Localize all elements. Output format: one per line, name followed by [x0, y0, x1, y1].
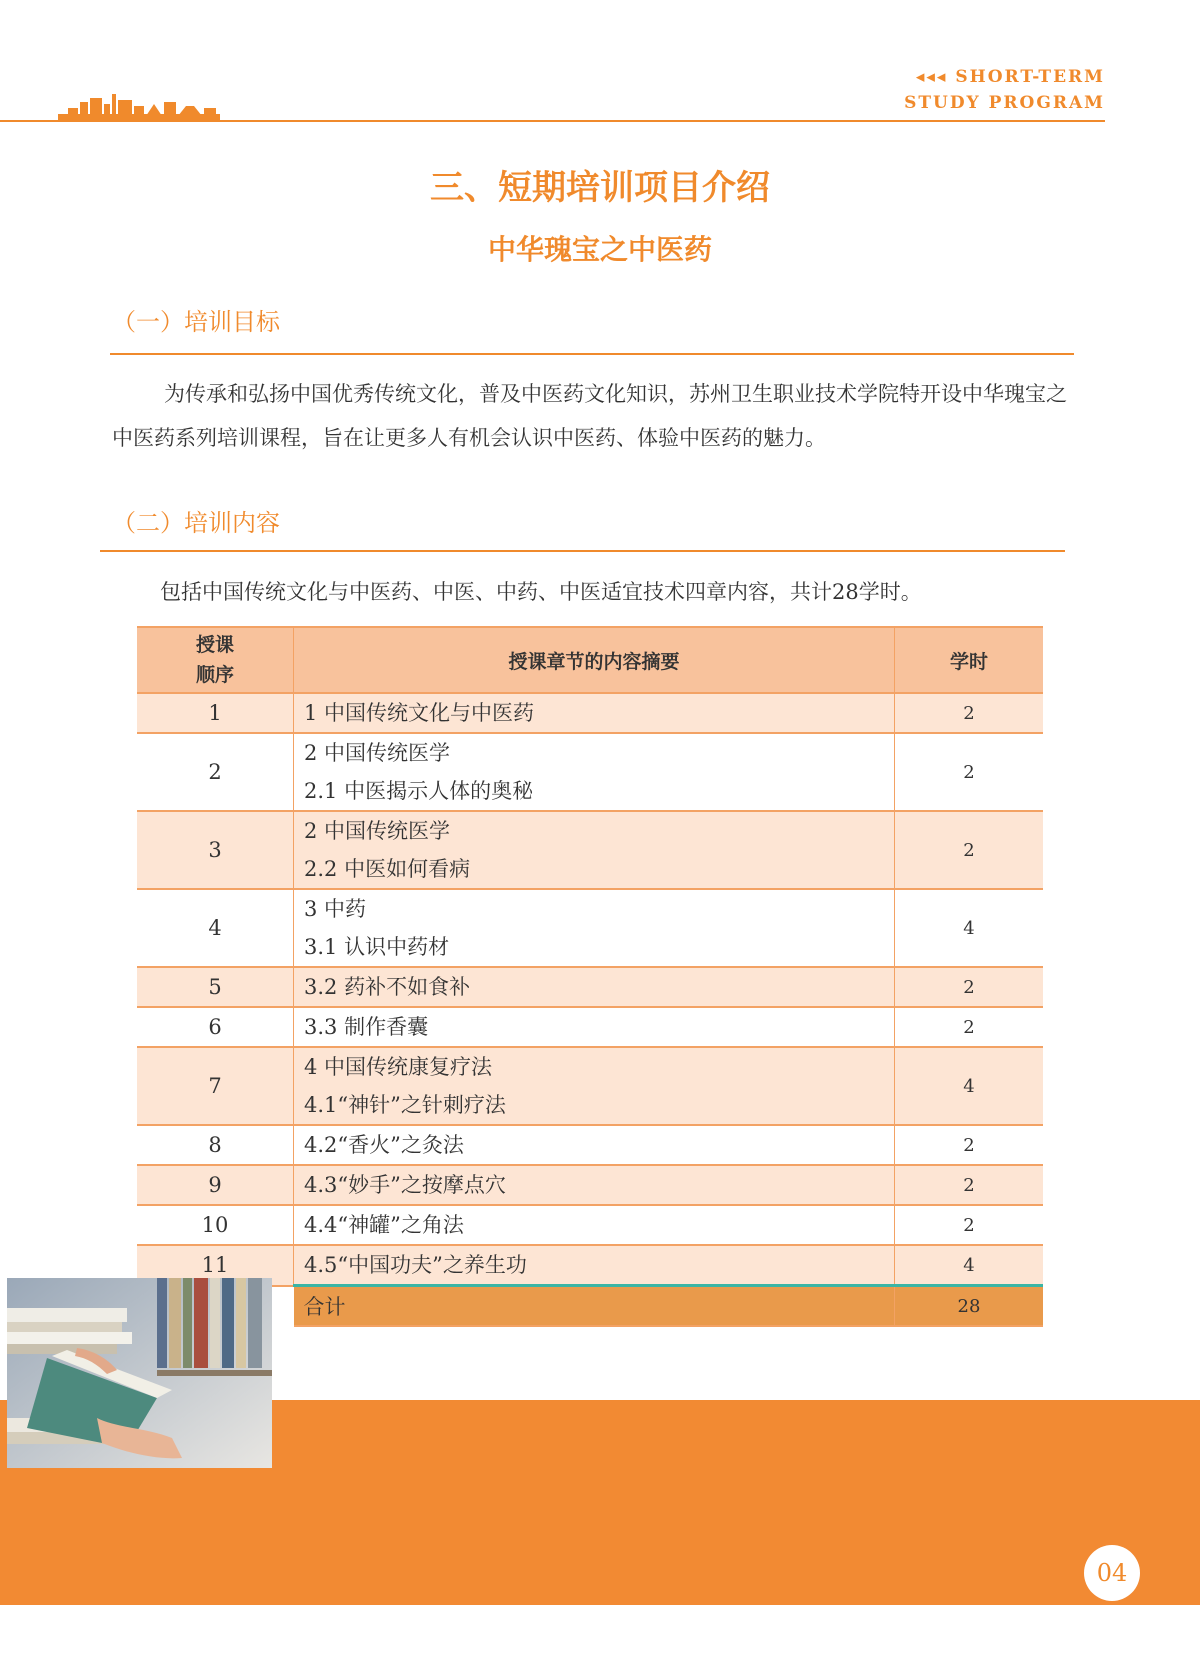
page-title: 三、短期培训项目介绍: [430, 168, 770, 208]
row-content-line: 4 中国传统康复疗法: [304, 1055, 493, 1079]
row-order: 4: [137, 889, 294, 967]
row-content: [294, 1205, 895, 1245]
row-order: 2: [137, 733, 294, 811]
row-content-line: 4.2“香火”之灸法: [304, 1133, 464, 1157]
row-hours: 4: [895, 1047, 1044, 1125]
section-rule-content: [100, 550, 1065, 552]
row-hours: 4: [895, 889, 1044, 967]
row-content: [294, 811, 895, 889]
row-hours: 2: [895, 733, 1044, 811]
table-row: [137, 1047, 1043, 1125]
header-hours: 学时: [895, 627, 1044, 693]
row-order: 3: [137, 811, 294, 889]
table-row: [137, 811, 1043, 889]
row-order: 1: [137, 693, 294, 733]
row-content-line: 3 中药: [304, 897, 367, 921]
row-hours: 4: [895, 1245, 1044, 1286]
row-order: 6: [137, 1007, 294, 1047]
row-content-line: 3.2 药补不如食补: [304, 975, 471, 999]
row-content: [294, 693, 895, 733]
row-content-line: 4.4“神罐”之角法: [304, 1213, 464, 1237]
table-row: [137, 1245, 1043, 1286]
row-content: [294, 1165, 895, 1205]
section-heading-goals: （一）培训目标: [112, 308, 280, 336]
table-row: [137, 733, 1043, 811]
book-reading-photo: [7, 1278, 272, 1468]
row-content: [294, 1047, 895, 1125]
row-content-line: 2 中国传统医学: [304, 819, 451, 843]
page-number-badge: 04: [1084, 1545, 1140, 1601]
page-subtitle: 中华瑰宝之中医药: [487, 233, 712, 266]
row-content-line: 4.5“中国功夫”之养生功: [304, 1253, 527, 1277]
city-skyline-icon: [58, 92, 220, 122]
content-paragraph: 包括中国传统文化与中医药、中医、中药、中医适宜技术四章内容，共计28学时。: [160, 580, 922, 604]
table-row: [137, 967, 1043, 1007]
row-order: 8: [137, 1125, 294, 1165]
row-hours: 2: [895, 1125, 1044, 1165]
header-rule: [0, 120, 1105, 122]
section-rule-goals: [110, 353, 1074, 355]
header-line-2: STUDY PROGRAM: [904, 93, 1105, 113]
table-row: [137, 1007, 1043, 1047]
table-row: [137, 889, 1043, 967]
row-order: 5: [137, 967, 294, 1007]
table-row: [137, 693, 1043, 733]
header-program-label: [904, 64, 1105, 116]
row-hours: 2: [895, 1007, 1044, 1047]
row-order: 7: [137, 1047, 294, 1125]
section-heading-content: （二）培训内容: [112, 509, 280, 537]
header-order: 授课 顺序: [137, 627, 294, 693]
header-content: 授课章节的内容摘要: [294, 627, 895, 693]
row-order: 11: [137, 1245, 294, 1286]
goals-paragraph: 为传承和弘扬中国优秀传统文化，普及中医药文化知识，苏州卫生职业技术学院特开设中华瑰宝之中医药系列培训课程，旨在让更多人有机会认识中医药、体验中医药的魅力。: [112, 382, 1067, 450]
course-table: [137, 626, 1043, 1327]
row-content: [294, 733, 895, 811]
table-row: [137, 1205, 1043, 1245]
row-hours: 2: [895, 967, 1044, 1007]
table-row: [137, 1165, 1043, 1205]
row-content-line: 3.3 制作香囊: [304, 1015, 429, 1039]
total-label: 合计: [294, 1286, 895, 1327]
row-hours: 2: [895, 811, 1044, 889]
header-line-1: ◂◂◂ SHORT-TERM: [915, 67, 1105, 87]
row-hours: 2: [895, 693, 1044, 733]
row-content-line: 2 中国传统医学: [304, 741, 451, 765]
row-content-line: 1 中国传统文化与中医药: [304, 701, 535, 725]
table-header-row: [137, 627, 1043, 693]
row-content: [294, 1007, 895, 1047]
total-hours: 28: [895, 1286, 1044, 1327]
row-content: [294, 1245, 895, 1286]
row-hours: 2: [895, 1165, 1044, 1205]
row-order: 10: [137, 1205, 294, 1245]
row-content: [294, 1125, 895, 1165]
row-content-line: 4.1“神针”之针刺疗法: [304, 1093, 506, 1117]
table-total-row: [137, 1286, 1043, 1327]
row-content-line: 2.1 中医揭示人体的奥秘: [304, 779, 534, 803]
table-row: [137, 1125, 1043, 1165]
row-content: [294, 889, 895, 967]
row-content: [294, 967, 895, 1007]
row-content-line: 3.1 认识中药材: [304, 935, 450, 959]
row-content-line: 4.3“妙手”之按摩点穴: [304, 1173, 506, 1197]
row-hours: 2: [895, 1205, 1044, 1245]
row-content-line: 2.2 中医如何看病: [304, 857, 471, 881]
row-order: 9: [137, 1165, 294, 1205]
